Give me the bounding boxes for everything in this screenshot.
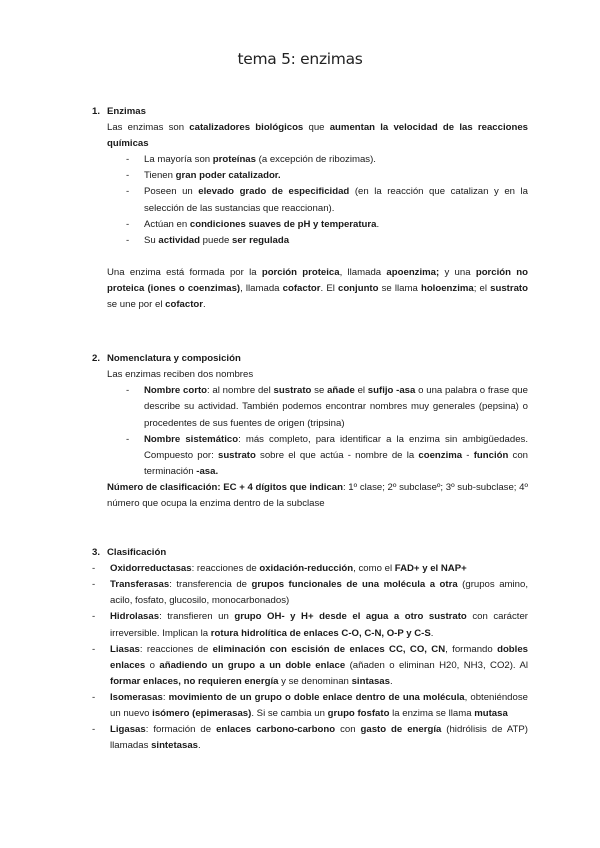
text-run: , llamada xyxy=(240,282,283,294)
text-run: la enzima se llama xyxy=(389,708,475,719)
section-number: 2. xyxy=(92,353,101,365)
list-item xyxy=(107,383,528,431)
text-run: . xyxy=(430,627,434,639)
bold-text: condiciones suaves de pH y temperatura xyxy=(189,218,377,230)
list-item xyxy=(107,217,528,233)
text-run: con carácter irreversible. Implican la xyxy=(110,611,528,639)
text-run: o xyxy=(145,659,160,671)
bold-text: Oxidorreductasas xyxy=(110,563,192,575)
dash-marker: - xyxy=(92,563,96,575)
text-run: : formación de xyxy=(145,724,217,736)
section-heading xyxy=(92,104,528,120)
text-run: , formando xyxy=(445,643,498,655)
text-run: Actúan en xyxy=(144,218,190,230)
text-run: y una xyxy=(439,266,476,278)
text-run: . xyxy=(198,740,201,752)
text-run: el xyxy=(354,385,368,397)
text-run: con terminación xyxy=(144,449,528,477)
bold-text: grupo OH- y H+ desde el agua a otro sustrato xyxy=(234,611,467,623)
document-content xyxy=(92,104,528,754)
bold-text: enlaces carbono-carbono xyxy=(216,724,336,736)
bold-text: coenzima xyxy=(418,449,463,461)
bold-text: holoenzima xyxy=(420,282,474,294)
list-item xyxy=(92,561,528,577)
text-run: . xyxy=(203,299,206,311)
list-item xyxy=(107,233,528,249)
text-run: . El xyxy=(320,282,338,294)
dash-marker: - xyxy=(126,170,130,182)
text-run: : al nombre del xyxy=(207,385,274,397)
list-item xyxy=(92,690,528,722)
bold-text: sustrato xyxy=(217,449,256,461)
bold-text: actividad xyxy=(158,234,200,246)
bold-text: función xyxy=(473,449,509,461)
bold-text: cofactor xyxy=(165,299,203,311)
bold-text: proteínas xyxy=(212,154,256,166)
paragraph xyxy=(107,367,528,383)
bold-text: Hidrolasas xyxy=(110,611,160,623)
bold-text: aumentan la velocidad de las reacciones químicas xyxy=(107,122,529,150)
bold-text: isómero (epimerasas) xyxy=(152,708,252,719)
text-run: sobre el que actúa - nombre de la xyxy=(255,449,419,461)
bold-text: catalizadores biológicos xyxy=(189,122,304,134)
paragraph xyxy=(107,480,528,512)
bold-text: oxidación-reducción xyxy=(259,563,354,575)
bold-text: eliminación con escisión de enlaces CC, CO, CN xyxy=(212,643,446,655)
section-clasificacion xyxy=(92,545,528,754)
text-run: . xyxy=(376,218,380,230)
bold-text: elevado grado de especificidad xyxy=(198,186,350,198)
bold-text: sustrato xyxy=(273,385,312,397)
text-run: Las enzimas reciben dos nombres xyxy=(107,369,254,381)
section-heading xyxy=(92,351,528,367)
text-run: puede xyxy=(200,234,233,246)
text-run: (hidrólisis de ATP) llamadas xyxy=(110,724,528,752)
list-item xyxy=(107,184,528,216)
bold-text: Nombre corto xyxy=(144,385,207,397)
text-run: se xyxy=(311,385,328,397)
section-heading xyxy=(92,545,528,561)
text-run: Las enzimas son xyxy=(107,122,190,134)
text-run: : transferencia de xyxy=(169,579,252,591)
section-number: 1. xyxy=(92,106,101,117)
text-run: (añaden o eliminan H20, NH3, CO2). Al xyxy=(345,659,529,671)
section-title: Enzimas xyxy=(107,106,146,117)
bullet-list xyxy=(107,383,528,480)
dash-marker: - xyxy=(92,611,96,623)
bold-text: añadiendo un grupo a un doble enlace xyxy=(159,659,346,671)
text-run: : reacciones de xyxy=(191,563,260,575)
dash-marker: - xyxy=(92,691,96,703)
paragraph xyxy=(107,265,528,313)
text-run: o una palabra o frase que describe su actividad. También podemos encontrar nombres muy generales (pepsina) o procedentes de sus fuentes de origen (tripsina) xyxy=(144,385,528,429)
text-run: : reacciones de xyxy=(139,643,213,655)
bullet-list xyxy=(107,152,528,249)
text-run: y se denominan xyxy=(278,675,352,687)
text-run: que xyxy=(303,122,330,134)
list-item xyxy=(107,168,528,184)
dash-marker: - xyxy=(126,218,130,230)
section-title: Nomenclatura y composición xyxy=(107,353,241,365)
bold-text: dobles enlaces xyxy=(110,643,528,671)
bullet-list xyxy=(92,561,528,754)
text-run: : más completo, para identificar a la enzima sin ambigüedades. Compuesto por: xyxy=(144,433,528,461)
bold-text: (iones o coenzimas) xyxy=(147,282,241,294)
text-run: , obteniéndose un nuevo xyxy=(110,691,528,719)
list-item xyxy=(92,609,528,641)
text-run: Tienen xyxy=(144,170,176,182)
page-title: tema 5: enzimas xyxy=(237,50,363,68)
dash-marker: - xyxy=(126,234,130,246)
section-number: 3. xyxy=(92,547,101,559)
bold-text: Isomerasas xyxy=(110,691,163,703)
text-run: ; el xyxy=(473,282,491,294)
text-run: se llama xyxy=(378,282,421,294)
text-run: Su xyxy=(144,234,159,246)
bold-text: conjunto xyxy=(337,282,379,294)
paragraph xyxy=(107,120,528,152)
bold-text: grupo fosfato xyxy=(327,708,390,719)
section-title: Clasificación xyxy=(107,547,167,559)
text-run: La mayoría son xyxy=(144,154,213,166)
bold-text: Ligasas xyxy=(110,724,146,736)
bold-text: porción no proteica xyxy=(107,266,528,294)
dash-marker: - xyxy=(92,579,96,591)
bold-text: gran poder catalizador. xyxy=(175,170,281,182)
bold-text: ser regulada xyxy=(232,234,290,246)
bold-text: apoenzima; xyxy=(386,266,440,278)
bold-text: Liasas xyxy=(110,643,140,655)
bold-text: sintetasas xyxy=(151,740,198,752)
section-nomenclatura xyxy=(92,351,528,512)
text-run: : transfieren un xyxy=(159,611,235,623)
bold-text: FAD+ y el NAP+ xyxy=(394,563,467,575)
bold-text: -asa. xyxy=(196,465,219,477)
bold-text: gasto de energía xyxy=(360,724,442,736)
list-item xyxy=(92,722,528,754)
text-run: (grupos amino, acilo, fosfato, glucosilo, monocarbonados) xyxy=(110,579,528,607)
dash-marker: - xyxy=(92,643,96,655)
text-run: : 1º clase; 2º subclaseº; 3º sub-subclase; 4º número que ocupa la enzima dentro de la subclase xyxy=(107,481,528,509)
bold-text: añade xyxy=(327,385,355,397)
list-item xyxy=(107,432,528,480)
text-run: : xyxy=(162,691,169,703)
bold-text: mutasa xyxy=(474,708,508,719)
bold-text: Transferasas xyxy=(110,579,170,591)
list-item xyxy=(92,577,528,609)
bold-text: Nombre sistemático xyxy=(144,433,239,445)
text-run: con xyxy=(335,724,361,736)
bold-text: formar enlaces, no requieren energía xyxy=(110,675,279,687)
bold-text: sustrato xyxy=(490,282,528,294)
list-item xyxy=(107,152,528,168)
text-run: . Si se cambia un xyxy=(251,708,328,719)
bold-text: grupos funcionales de una molécula a otra xyxy=(251,579,458,591)
text-run: . xyxy=(389,675,393,687)
text-run: Poseen un xyxy=(144,186,199,198)
dash-marker: - xyxy=(126,154,130,166)
text-run: (en la reacción que catalizan y en la selección de las sustancias que reaccionan). xyxy=(144,186,528,214)
text-run: , como el xyxy=(353,563,395,575)
section-enzimas xyxy=(92,104,528,313)
bold-text: porción proteica xyxy=(261,266,340,278)
dash-marker: - xyxy=(126,385,130,397)
text-run: - xyxy=(462,449,474,461)
dash-marker: - xyxy=(126,433,130,445)
bold-text: cofactor xyxy=(282,282,321,294)
dash-marker: - xyxy=(126,186,130,198)
bold-text: sintasas xyxy=(351,675,390,687)
list-item xyxy=(92,642,528,690)
bold-text: sufijo -asa xyxy=(367,385,416,397)
bold-text: Número de clasificación: EC + 4 dígitos que indican xyxy=(107,481,343,493)
bold-text: rotura hidrolítica de enlaces C-O, C-N, O-P y C-S xyxy=(210,627,431,639)
text-run: , llamada xyxy=(339,266,387,278)
text-run: (a excepción de ribozimas). xyxy=(255,154,376,166)
text-run: se une por el xyxy=(107,299,166,311)
dash-marker: - xyxy=(92,724,96,736)
text-run: Una enzima está formada por la xyxy=(107,266,262,278)
bold-text: movimiento de un grupo o doble enlace dentro de una molécula xyxy=(168,691,465,703)
